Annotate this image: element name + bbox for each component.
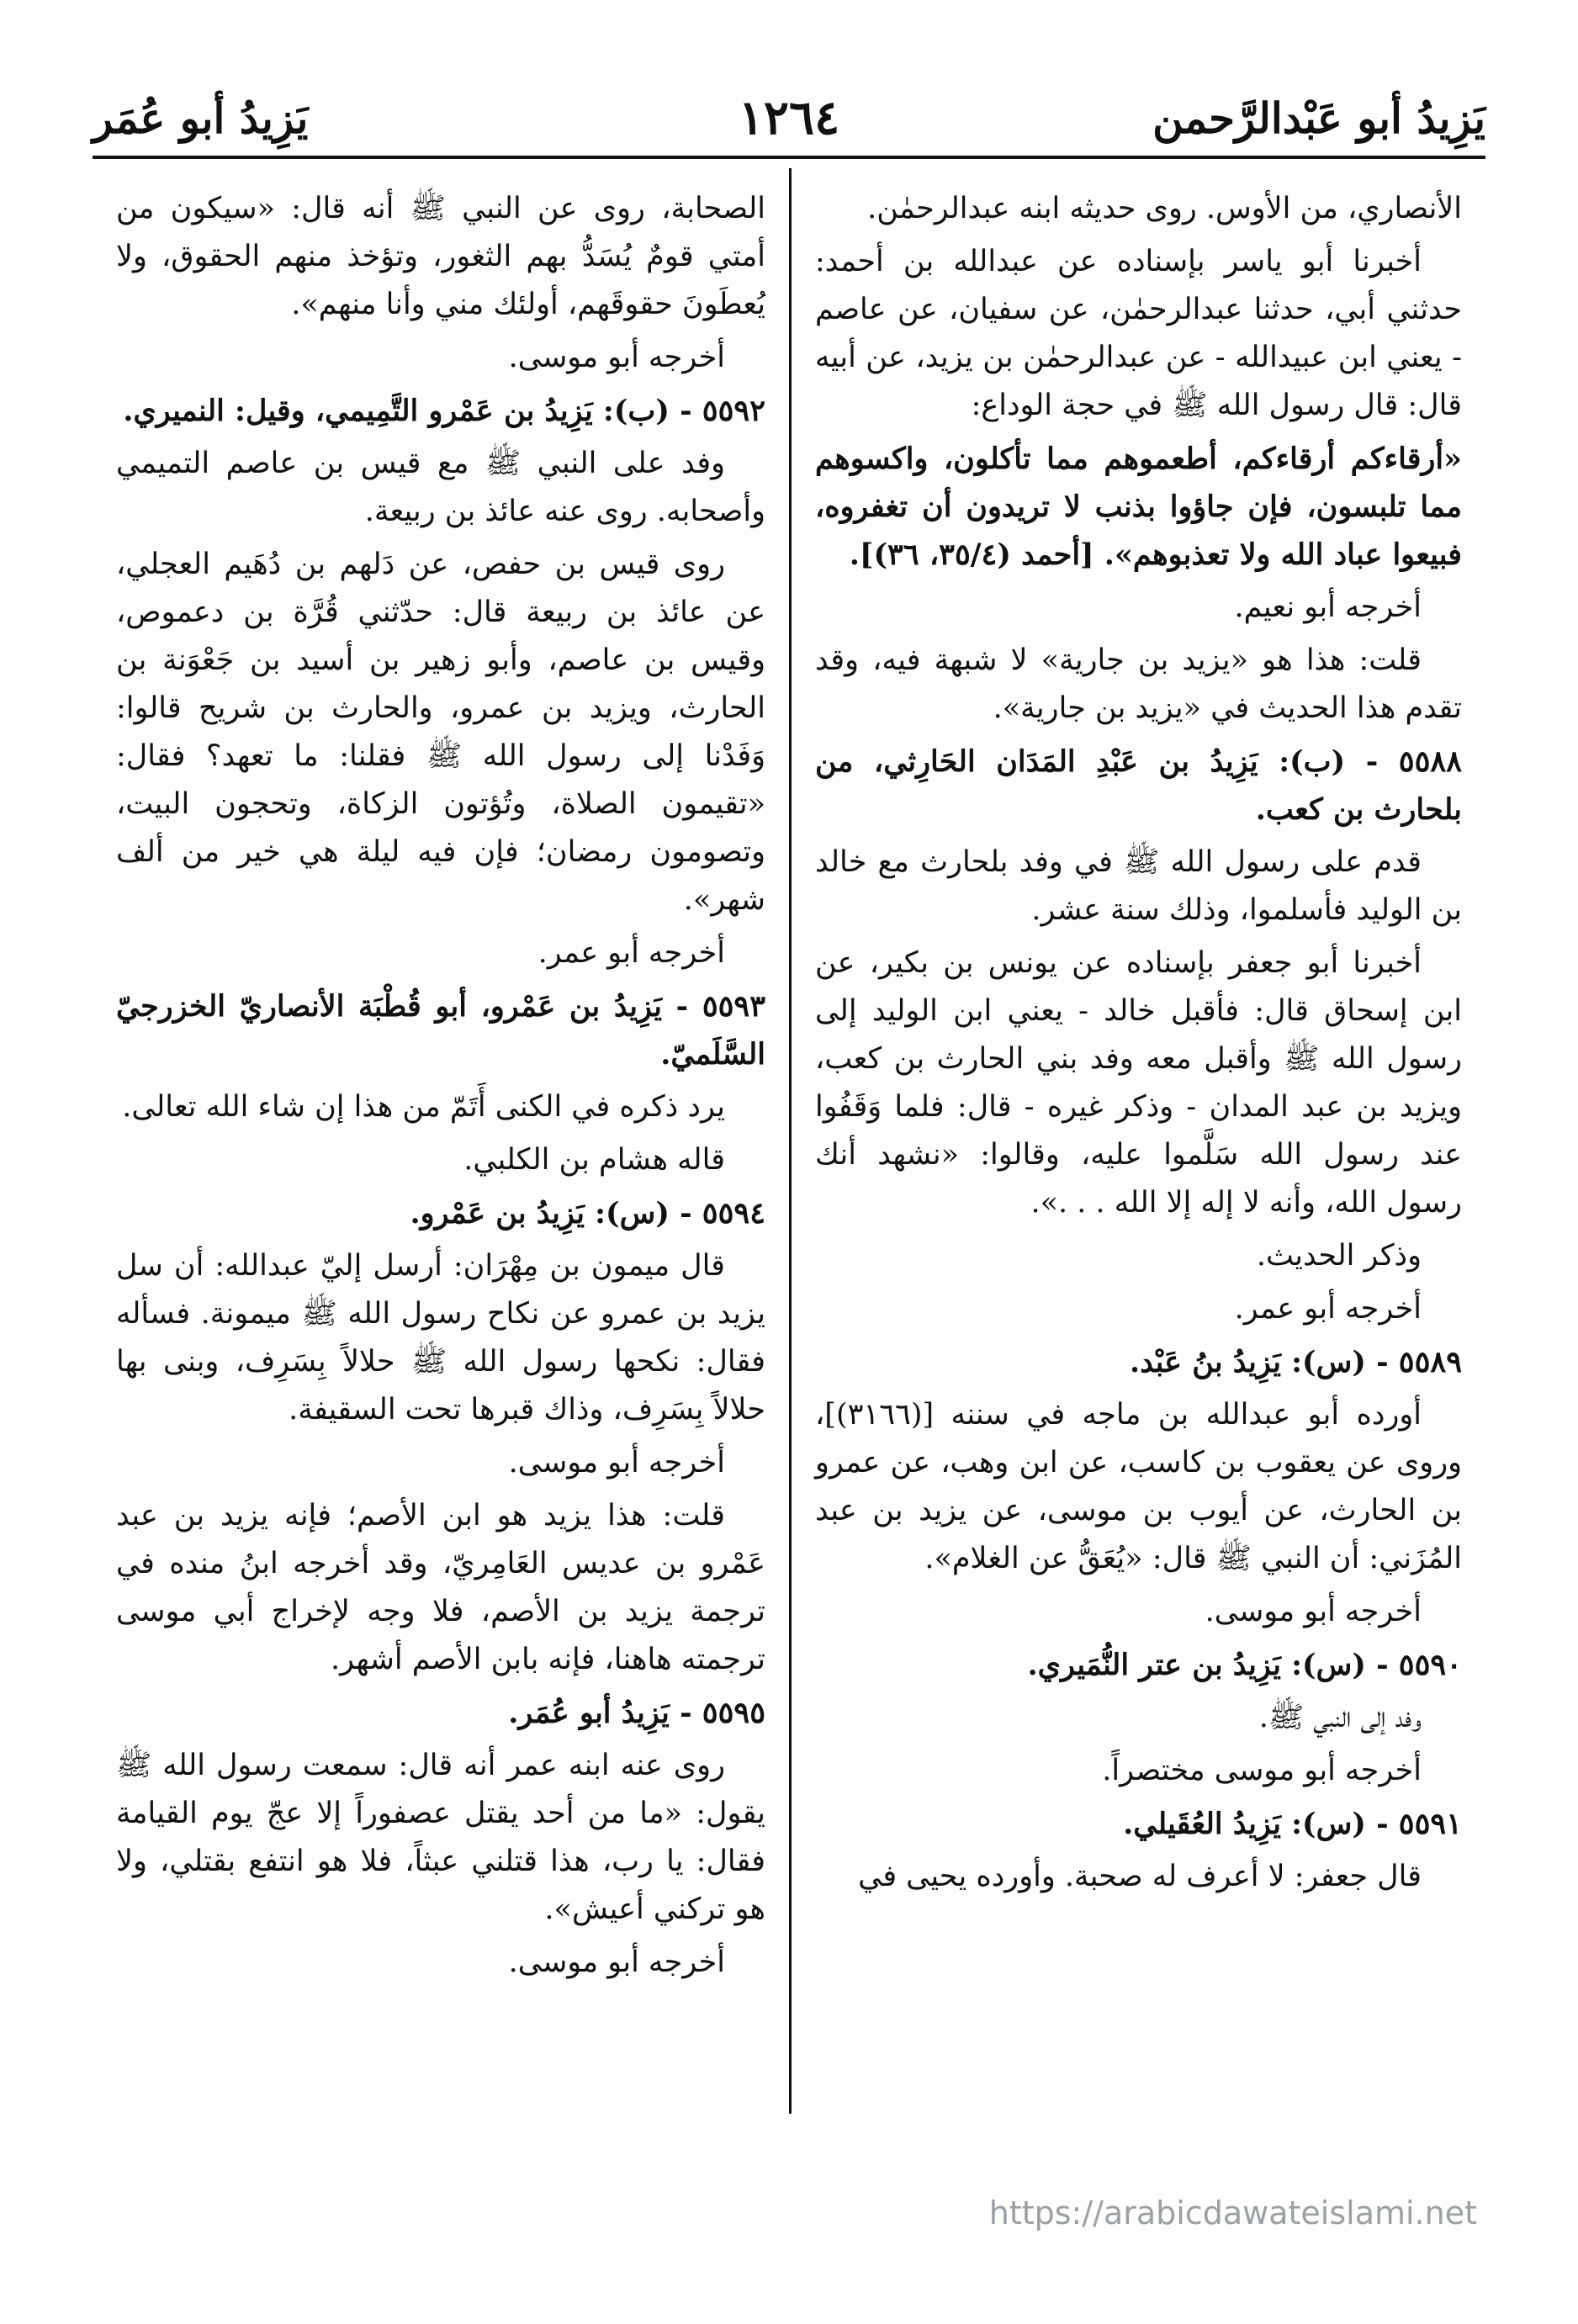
page-header [93, 80, 1485, 159]
entry-number: ٥٥٩٢ [702, 394, 765, 428]
entry-title: - (س): يَزِيدُ بنُ عَبْد. [1130, 1345, 1389, 1379]
paragraph: أخرجه أبو عمر. [537, 936, 725, 970]
entry-number: ٥٥٩١ [1398, 1807, 1462, 1841]
source-url[interactable]: https://arabicdawateislami.net [988, 2194, 1477, 2231]
text-columns [93, 168, 1485, 2114]
page-number: ١٢٦٤ [738, 90, 840, 146]
entry-title: - (ب): يَزِيدُ بن عَبْدِ المَدَان الحَارِثي، من بلحارث بن كعب. [815, 744, 1462, 827]
paragraph: قاله هشام بن الكلبي. [463, 1143, 725, 1177]
paragraph: الصحابة، روى عن النبي ﷺ أنه قال: «سيكون من أمتي قومٌ يُسَدُّ بهم الثغور، وتؤخذ منهم الحقوق، ولا يُعطَونَ حقوقَهم، أولئك مني وأنا منهم». [116, 192, 765, 321]
paragraph: روى عنه ابنه عمر أنه قال: سمعت رسول الله ﷺ يقول: «ما من أحد يقتل عصفوراً إلا عجّ يوم القيامة فقال: يا رب، هذا قتلني عبثاً، فلا هو انتفع بقتلي، ولا هو تركني أعيش». [116, 1749, 765, 1926]
entry-title: - يَزِيدُ أبو عُمَر. [508, 1696, 692, 1730]
entry-number: ٥٥٩٠ [1398, 1648, 1462, 1682]
entry-number: ٥٥٩٤ [702, 1196, 765, 1231]
entry-number: ٥٥٨٨ [1398, 744, 1462, 779]
paragraph: وفد على النبي ﷺ مع قيس بن عاصم التميمي وأصحابه. روى عنه عائذ بن ربيعة. [116, 447, 765, 528]
paragraph: قلت: هذا يزيد هو ابن الأصم؛ فإنه يزيد بن عبد عَمْرو بن عديس العَامِريّ، وقد أخرجه ابنُ منده في ترجمة يزيد بن الأصم، فلا وجه لإخراج أبي موسى ترجمته هاهنا، فإنه بابن الأصم أشهر. [116, 1499, 765, 1676]
paragraph: روى قيس بن حفص، عن دَلهم بن دُهَيم العجلي، عن عائذ بن ربيعة قال: حدّثني قُرَّة بن دعموص، وقيس بن عاصم، وأبو زهير بن أسيد بن جَعْوَنة بن الحارث، ويزيد بن عمرو، والحارث بن شريح قالوا: وَفَدْنا إلى رسول الله ﷺ فقلنا: ما تعهد؟ فقال: «تقيمون الصلاة، وتُؤتون الزكاة، وتحجون البيت، وتصومون رمضان؛ فإن فيه ليلة هي خير من ألف شهر». [116, 548, 765, 917]
entry-title: - (س): يَزِيدُ العُقَيلي. [1123, 1807, 1389, 1841]
entry-heading [116, 387, 765, 435]
entry-number: ٥٥٩٥ [702, 1696, 765, 1730]
paragraph: قال جعفر: لا أعرف له صحبة. وأورده يحيى في [858, 1860, 1422, 1893]
paragraph: أخرجه أبو نعيم. [1234, 590, 1422, 624]
entry-number: ٥٥٩٣ [702, 989, 766, 1024]
entry-title: - يَزِيدُ بن عَمْرو، أبو قُطْبَة الأنصاريّ الخزرجيّ السَّلَميّ. [116, 989, 765, 1072]
paragraph: أخبرنا أبو جعفر بإسناده عن يونس بن بكير، عن ابن إسحاق قال: فأقبل خالد - يعني ابن الوليد إلى رسول الله ﷺ وأقبل معه وفد بني الحارث بن كعب، ويزيد بن عبد المدان - وذكر غيره - قال: فلما وَقَفُوا عند رسول الله سَلَّموا عليه، وقالوا: «نشهد أنك رسول الله، وأنه لا إله إلا الله . . .». [815, 946, 1463, 1220]
running-title-left: يَزِيدُ أبو عُمَر [93, 93, 309, 143]
right-column [789, 168, 1485, 2114]
paragraph: أخرجه أبو موسى. [1205, 1595, 1422, 1628]
paragraph: أخرجه أبو عمر. [1234, 1292, 1422, 1326]
paragraph: أخرجه أبو موسى. [508, 1945, 725, 1979]
paragraph: أخرجه أبو موسى مختصراً. [1102, 1754, 1422, 1787]
paragraph: أخبرنا أبو ياسر بإسناده عن عبدالله بن أحمد: حدثني أبي، حدثنا عبدالرحمٰن، عن سفيان، عن عاصم - يعني ابن عبيدالله - عن عبدالرحمٰن بن يزيد، عن أبيه قال: قال رسول الله ﷺ في حجة الوداع: [815, 245, 1462, 422]
entry-title: - (س): يَزِيدُ بن عَمْرو. [410, 1196, 692, 1231]
paragraph: قال ميمون بن مِهْرَان: أرسل إليّ عبدالله: أن سل يزيد بن عمرو عن نكاح رسول الله ﷺ ميمونة. فسأله فقال: نكحها رسول الله ﷺ حلالاً بِسَرِف، وبنى بها حلالاً بِسَرِف، وذاك قبرها تحت السقيفة. [116, 1249, 765, 1427]
left-column [93, 168, 789, 2114]
paragraph: الأنصاري، من الأوس. روى حديثه ابنه عبدالرحمٰن. [867, 192, 1462, 225]
paragraph: وذكر الحديث. [1256, 1239, 1422, 1273]
paragraph: قلت: هذا هو «يزيد بن جارية» لا شبهة فيه، وقد تقدم هذا الحديث في «يزيد بن جارية». [815, 643, 1462, 725]
paragraph: وفد إلى النبي ﷺ. [1258, 1701, 1422, 1734]
paragraph: أورده أبو عبدالله بن ماجه في سننه [(٣١٦٦)]، وروى عن يعقوب بن كاسب، عن ابن وهب، عن عمرو بن الحارث، عن أيوب بن موسى، عن يزيد بن عبد المُزَني: أن النبي ﷺ قال: «يُعَقُّ عن الغلام». [815, 1398, 1462, 1575]
entry-heading [116, 982, 765, 1078]
entry-heading [116, 1689, 765, 1737]
entry-heading [815, 1641, 1462, 1689]
entry-heading [815, 1338, 1462, 1386]
entry-heading [116, 1189, 765, 1237]
paragraph: يرد ذكره في الكنى أَتَمّ من هذا إن شاء الله تعالى. [122, 1090, 725, 1124]
hadith-text: «أرقاءكم أرقاءكم، أطعموهم مما تأكلون، واكسوهم مما تلبسون، فإن جاؤوا بذنب لا تريدون أن تغفروه، فبيعوا عباد الله ولا تعذبوهم». [أحمد (٣٥/٤، ٣٦)]. [815, 442, 1462, 572]
entry-heading [815, 738, 1462, 834]
paragraph: أخرجه أبو موسى. [508, 1446, 725, 1480]
entry-title: - (س): يَزِيدُ بن عتر النُّمَيري. [1027, 1648, 1389, 1682]
entry-heading [815, 1800, 1462, 1848]
paragraph: أخرجه أبو موسى. [508, 341, 725, 374]
running-title-right: يَزِيدُ أبو عَبْدالرَّحمن [1152, 93, 1485, 143]
entry-number: ٥٥٨٩ [1398, 1345, 1462, 1379]
paragraph: قدم على رسول الله ﷺ في وفد بلحارث مع خالد بن الوليد فأسلموا، وذلك سنة عشر. [815, 845, 1462, 927]
entry-title: - (ب): يَزِيدُ بن عَمْرو التَّمِيمي، وقيل: النميري. [123, 394, 692, 428]
